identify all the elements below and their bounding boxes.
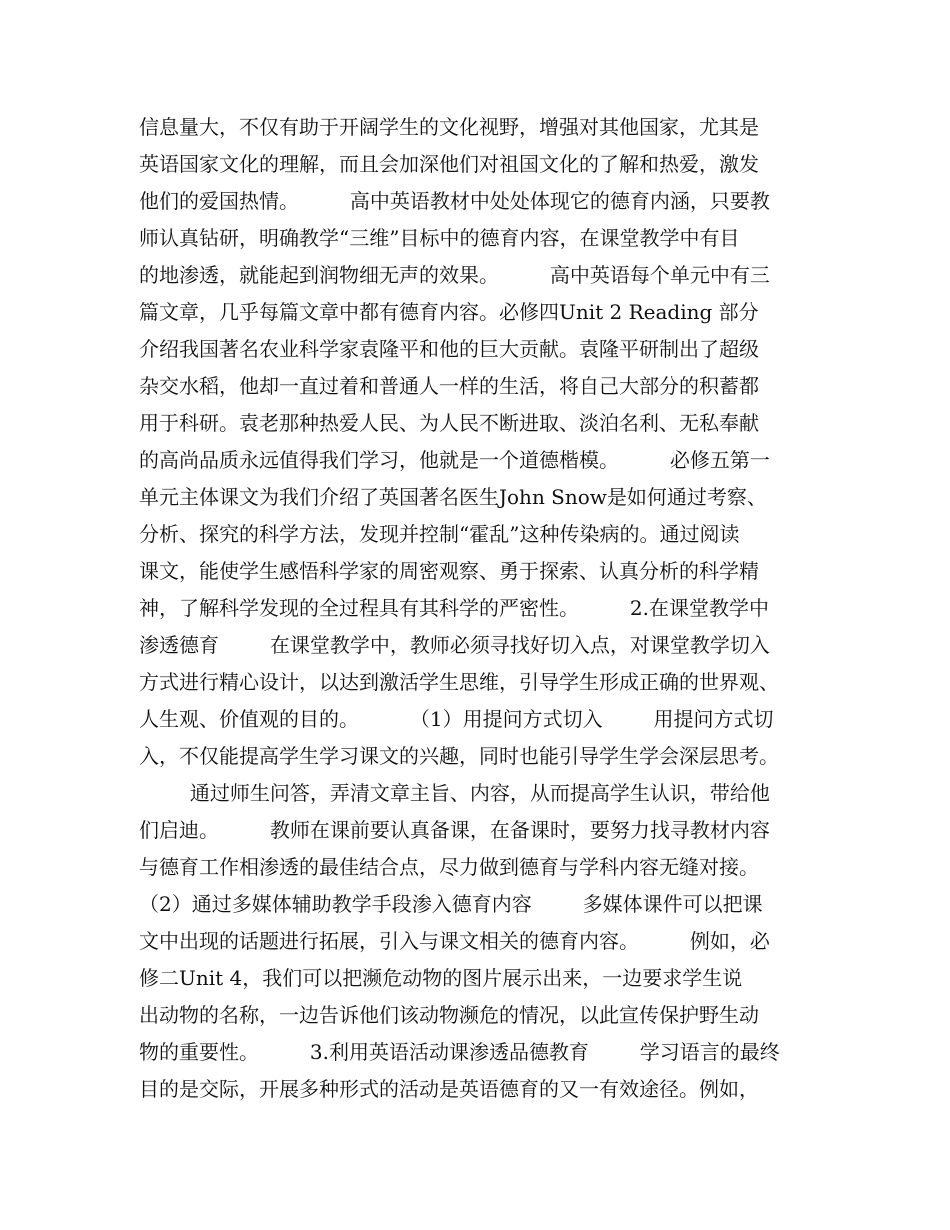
text-line: 课文，能使学生感悟科学家的周密观察、勇于探索、认真分析的科学精 xyxy=(139,559,759,583)
text-line: 神，了解科学发现的全过程具有其科学的严密性。 2.在课堂教学中 xyxy=(139,596,769,620)
text-line: 们启迪。 教师在课前要认真备课，在备课时，要努力找寻教材内容 xyxy=(139,818,770,842)
text-line: 分析、探究的科学方法，发现并控制“霍乱”这种传染病的。通过阅读 xyxy=(139,522,740,546)
text-line: 目的是交际，开展多种形式的活动是英语德育的又一有效途径。例如， xyxy=(139,1077,759,1101)
text-line: 文中出现的话题进行拓展，引入与课文相关的德育内容。 例如，必 xyxy=(139,929,770,953)
text-line: 通过师生问答，弄清文章主旨、内容，从而提高学生认识，带给他 xyxy=(139,781,770,805)
text-line: （2）通过多媒体辅助教学手段渗入德育内容 多媒体课件可以把课 xyxy=(139,892,763,916)
text-line: 英语国家文化的理解，而且会加深他们对祖国文化的了解和热爱，激发 xyxy=(139,152,759,176)
text-line: 渗透德育 在课堂教学中，教师必须寻找好切入点，对课堂教学切入 xyxy=(139,633,770,657)
text-line: 物的重要性。 3.利用英语活动课渗透品德教育 学习语言的最终 xyxy=(139,1040,780,1064)
text-line: 出动物的名称，一边告诉他们该动物濒危的情况，以此宣传保护野生动 xyxy=(139,1003,759,1027)
text-line: 信息量大，不仅有助于开阔学生的文化视野，增强对其他国家，尤其是 xyxy=(139,115,759,139)
text-line: 杂交水稻，他却一直过着和普通人一样的生活，将自己大部分的积蓄都 xyxy=(139,374,759,398)
text-line: 单元主体课文为我们介绍了英国著名医生John Snow是如何通过考察、 xyxy=(139,485,767,509)
text-line: 他们的爱国热情。 高中英语教材中处处体现它的德育内涵，只要教 xyxy=(139,189,770,213)
text-line: 师认真钻研，明确教学“三维”目标中的德育内容，在课堂教学中有目 xyxy=(139,226,740,250)
text-line: 方式进行精心设计，以达到激活学生思维，引导学生形成正确的世界观、 xyxy=(139,670,779,694)
text-line: 篇文章，几乎每篇文章中都有德育内容。必修四Unit 2 Reading 部分 xyxy=(139,300,759,324)
text-line: 介绍我国著名农业科学家袁隆平和他的巨大贡献。袁隆平研制出了超级 xyxy=(139,337,759,361)
text-line: 的地渗透，就能起到润物细无声的效果。 高中英语每个单元中有三 xyxy=(139,263,770,287)
text-line: 与德育工作相渗透的最佳结合点，尽力做到德育与学科内容无缝对接。 xyxy=(139,855,759,879)
text-line: 人生观、价值观的目的。 （1）用提问方式切入 用提问方式切 xyxy=(139,707,774,731)
text-line: 入，不仅能提高学生学习课文的兴趣，同时也能引导学生学会深层思考。 xyxy=(139,744,779,768)
text-line: 修二Unit 4，我们可以把濒危动物的图片展示出来，一边要求学生说 xyxy=(139,966,743,990)
text-line: 用于科研。袁老那种热爱人民、为人民不断进取、淡泊名利、无私奉献 xyxy=(139,411,759,435)
text-line: 的高尚品质永远值得我们学习，他就是一个道德楷模。 必修五第一 xyxy=(139,448,770,472)
